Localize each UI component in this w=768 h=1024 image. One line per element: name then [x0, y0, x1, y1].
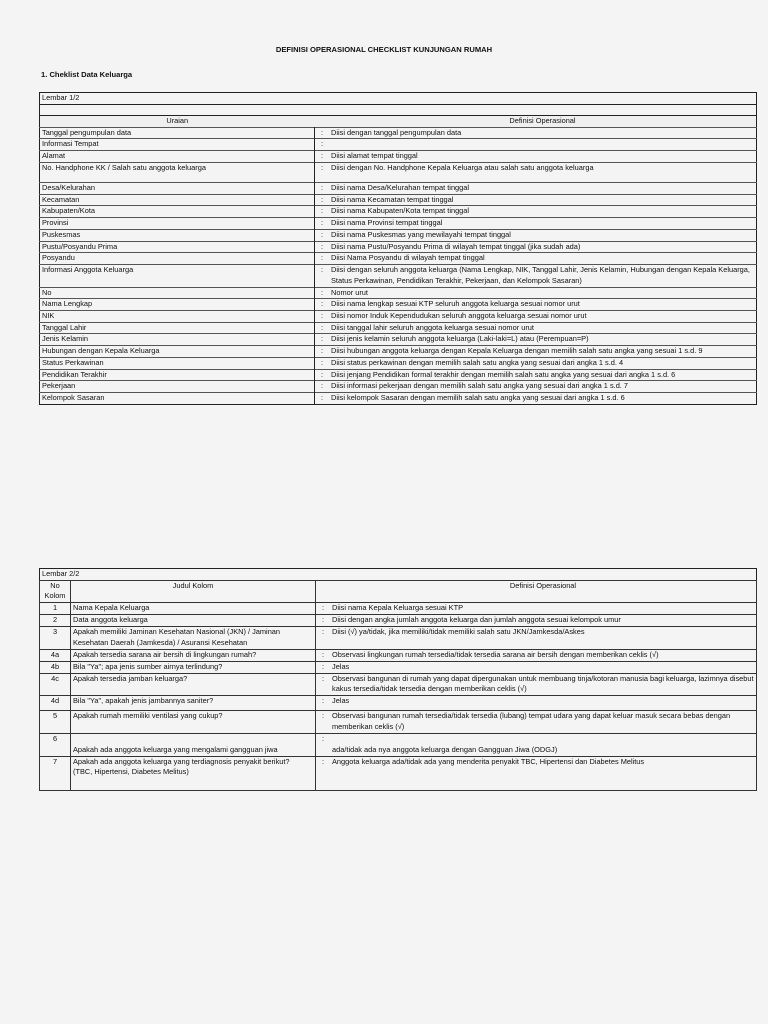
table-row: [40, 393, 757, 405]
row-colon: :: [315, 194, 330, 206]
table-row: [40, 615, 757, 627]
row-judul: Apakah ada anggota keluarga yang terdiagnosis penyakit berikut? (TBC, Hipertensi, Diabetes Melitus): [71, 756, 316, 790]
row-definisi: Diisi tanggal lahir seluruh anggota keluarga sesuai nomor urut: [329, 322, 757, 334]
row-judul: Apakah rumah memiliki ventilasi yang cukup?: [71, 711, 316, 733]
row-judul: Apakah tersedia jamban keluarga?: [71, 673, 316, 695]
row-uraian: No. Handphone KK / Salah satu anggota keluarga: [40, 162, 315, 182]
row-colon: :: [316, 603, 331, 615]
row-colon: :: [316, 696, 331, 711]
row-uraian: NIK: [40, 311, 315, 323]
row-definisi: Observasi lingkungan rumah tersedia/tidak tersedia sarana air bersih dengan memberikan ceklis (√): [330, 649, 757, 661]
row-definisi: Diisi dengan seluruh anggota keluarga (Nama Lengkap, NIK, Tanggal Lahir, Jenis Kelamin, Hubungan dengan Kepala Keluarga, Status Perkawinan, Pendidikan Terakhir, Pekerjaan, dan Kelompok Sasaran): [329, 265, 757, 287]
row-colon: :: [315, 229, 330, 241]
table-row: [40, 627, 757, 649]
table-row: [40, 661, 757, 673]
row-definisi: Diisi Nama Posyandu di wilayah tempat tinggal: [329, 253, 757, 265]
row-colon: :: [315, 265, 330, 287]
row-definisi: Diisi dengan No. Handphone Kepala Keluarga atau salah satu anggota keluarga: [329, 162, 757, 182]
row-colon: :: [315, 369, 330, 381]
table-row: [40, 381, 757, 393]
row-uraian: Kelompok Sasaran: [40, 393, 315, 405]
table-row: [40, 162, 757, 182]
row-colon: :: [316, 661, 331, 673]
sheet2-header-judul: Judul Kolom: [71, 580, 316, 602]
row-colon: :: [315, 322, 330, 334]
row-colon: :: [315, 182, 330, 194]
row-colon: :: [315, 127, 330, 139]
row-colon: :: [315, 151, 330, 163]
table-row: [40, 151, 757, 163]
row-colon: :: [315, 206, 330, 218]
row-no: 5: [40, 711, 71, 733]
row-definisi: Diisi nama Desa/Kelurahan tempat tinggal: [329, 182, 757, 194]
row-no: 7: [40, 756, 71, 790]
sheet1-header-spacer: [315, 116, 330, 128]
row-uraian: Puskesmas: [40, 229, 315, 241]
row-uraian: Posyandu: [40, 253, 315, 265]
table-row: [40, 206, 757, 218]
row-uraian: Informasi Tempat: [40, 139, 315, 151]
row-colon: :: [315, 162, 330, 182]
table-row: [40, 603, 757, 615]
table-row: [40, 673, 757, 695]
sheet2-table: [39, 568, 757, 791]
row-colon: :: [315, 253, 330, 265]
sheet1-header-definisi: Definisi Operasional: [329, 116, 757, 128]
row-definisi: Anggota keluarga ada/tidak ada yang menderita penyakit TBC, Hipertensi dan Diabetes Melitus: [330, 756, 757, 790]
row-uraian: No: [40, 287, 315, 299]
table-row: [40, 265, 757, 287]
row-definisi: Diisi dengan angka jumlah anggota keluarga dan jumlah anggota sesuai kelompok umur: [330, 615, 757, 627]
row-no: 4b: [40, 661, 71, 673]
table-row: [40, 369, 757, 381]
table-row: [40, 299, 757, 311]
table-row: [40, 194, 757, 206]
row-judul: Bila "Ya", apakah jenis jambannya saniter?: [71, 696, 316, 711]
sheet1-label: Lembar 1/2: [40, 93, 757, 105]
row-colon: :: [315, 393, 330, 405]
sheet2-header-definisi: Definisi Operasional: [330, 580, 757, 602]
row-no: 3: [40, 627, 71, 649]
row-colon: :: [316, 649, 331, 661]
row-definisi: Jelas: [330, 661, 757, 673]
row-colon: :: [316, 711, 331, 733]
row-uraian: Pendidikan Terakhir: [40, 369, 315, 381]
document-title: DEFINISI OPERASIONAL CHECKLIST KUNJUNGAN RUMAH: [275, 45, 493, 54]
table-row: [40, 253, 757, 265]
table-row: [40, 756, 757, 790]
row-definisi: [329, 139, 757, 151]
row-uraian: Tanggal pengumpulan data: [40, 127, 315, 139]
row-no: 1: [40, 603, 71, 615]
row-uraian: Desa/Kelurahan: [40, 182, 315, 194]
table-row: [40, 334, 757, 346]
row-colon: :: [315, 299, 330, 311]
row-definisi: Diisi nama Provinsi tempat tinggal: [329, 218, 757, 230]
row-definisi: Diisi nama Puskesmas yang mewilayahi tempat tinggal: [329, 229, 757, 241]
row-uraian: Kabupaten/Kota: [40, 206, 315, 218]
row-uraian: Nama Lengkap: [40, 299, 315, 311]
row-definisi: Diisi nama Kepala Keluarga sesuai KTP: [330, 603, 757, 615]
table-row: [40, 322, 757, 334]
row-uraian: Pekerjaan: [40, 381, 315, 393]
row-definisi: Diisi nama Kabupaten/Kota tempat tinggal: [329, 206, 757, 218]
row-colon: :: [315, 241, 330, 253]
row-uraian: Provinsi: [40, 218, 315, 230]
table-row: [40, 357, 757, 369]
row-uraian: Alamat: [40, 151, 315, 163]
row-colon: :: [316, 733, 331, 756]
row-judul: Bila "Ya"; apa jenis sumber airnya terlindung?: [71, 661, 316, 673]
row-colon: :: [315, 381, 330, 393]
row-colon: :: [316, 627, 331, 649]
table-row: [40, 287, 757, 299]
row-definisi: Diisi nama Pustu/Posyandu Prima di wilayah tempat tinggal (jika sudah ada): [329, 241, 757, 253]
table-row: [40, 229, 757, 241]
sheet1-spacer: [40, 105, 757, 116]
row-definisi: Diisi jenjang Pendidikan formal terakhir dengan memilih salah satu angka yang sesuai dari angka 1 s.d. 6: [329, 369, 757, 381]
row-uraian: Informasi Anggota Keluarga: [40, 265, 315, 287]
row-definisi: Diisi jenis kelamin seluruh anggota keluarga (Laki-laki=L) atau (Perempuan=P): [329, 334, 757, 346]
row-uraian: Tanggal Lahir: [40, 322, 315, 334]
row-definisi: Diisi status perkawinan dengan memilih salah satu angka yang sesuai dari angka 1 s.d. 4: [329, 357, 757, 369]
table-row: [40, 711, 757, 733]
table-row: [40, 127, 757, 139]
row-definisi: Diisi informasi pekerjaan dengan memilih salah satu angka yang sesuai dari angka 1 s.d. 7: [329, 381, 757, 393]
table-row: [40, 182, 757, 194]
table-row: [40, 696, 757, 711]
row-colon: :: [316, 673, 331, 695]
row-uraian: Jenis Kelamin: [40, 334, 315, 346]
table-row: [40, 139, 757, 151]
row-definisi: Diisi nama lengkap sesuai KTP seluruh anggota keluarga sesuai nomor urut: [329, 299, 757, 311]
sheet2-header-no: No Kolom: [40, 580, 71, 602]
row-colon: :: [315, 139, 330, 151]
row-judul: Apakah memiliki Jaminan Kesehatan Nasional (JKN) / Jaminan Kesehatan Daerah (Jamkesda) / Asuransi Kesehatan: [71, 627, 316, 649]
row-uraian: Kecamatan: [40, 194, 315, 206]
table-row: [40, 311, 757, 323]
row-no: 4a: [40, 649, 71, 661]
row-colon: :: [315, 287, 330, 299]
row-definisi: Diisi alamat tempat tinggal: [329, 151, 757, 163]
row-definisi: Diisi dengan tanggal pengumpulan data: [329, 127, 757, 139]
row-judul: Nama Kepala Keluarga: [71, 603, 316, 615]
row-definisi: Diisi nama Kecamatan tempat tinggal: [329, 194, 757, 206]
sheet2-label: Lembar 2/2: [40, 569, 757, 581]
table-row: [40, 241, 757, 253]
row-no: 6: [40, 733, 71, 756]
row-uraian: Status Perkawinan: [40, 357, 315, 369]
row-colon: :: [315, 357, 330, 369]
row-colon: :: [315, 334, 330, 346]
table-row: [40, 649, 757, 661]
sheet1-table: [39, 92, 757, 405]
row-colon: :: [315, 218, 330, 230]
row-definisi: Diisi (√) ya/tidak, jika memiliki/tidak memiliki salah satu JKN/Jamkesda/Askes: [330, 627, 757, 649]
row-definisi: Diisi hubungan anggota keluarga dengan Kepala Keluarga dengan memilih salah satu angka yang sesuai 1 s.d. 9: [329, 346, 757, 358]
row-definisi: ada/tidak ada nya anggota keluarga dengan Gangguan Jiwa (ODGJ): [330, 733, 757, 756]
row-definisi: Diisi kelompok Sasaran dengan memilih salah satu angka yang sesuai dari angka 1 s.d. 6: [329, 393, 757, 405]
row-judul: Data anggota keluarga: [71, 615, 316, 627]
row-definisi: Observasi bangunan rumah tersedia/tidak tersedia (lubang) tempat udara yang dapat keluar masuk secara bebas dengan memberikan ceklis (√): [330, 711, 757, 733]
row-judul: Apakah tersedia sarana air bersih di lingkungan rumah?: [71, 649, 316, 661]
row-no: 2: [40, 615, 71, 627]
row-definisi: Jelas: [330, 696, 757, 711]
section-title: 1. Cheklist Data Keluarga: [41, 70, 133, 79]
row-no: 4c: [40, 673, 71, 695]
row-definisi: Diisi nomor Induk Kependudukan seluruh anggota keluarga sesuai nomor urut: [329, 311, 757, 323]
row-definisi: Observasi bangunan di rumah yang dapat dipergunakan untuk membuang tinja/kotoran manusia bagi keluarga, lazimnya disebut kakus tersedia/tidak tersedia dengan memberikan ceklis (√): [330, 673, 757, 695]
table-row: [40, 218, 757, 230]
row-no: 4d: [40, 696, 71, 711]
row-uraian: Hubungan dengan Kepala Keluarga: [40, 346, 315, 358]
row-colon: :: [315, 346, 330, 358]
row-colon: :: [315, 311, 330, 323]
table-row: [40, 733, 757, 756]
row-colon: :: [316, 615, 331, 627]
row-uraian: Pustu/Posyandu Prima: [40, 241, 315, 253]
row-definisi: Nomor urut: [329, 287, 757, 299]
table-row: [40, 346, 757, 358]
sheet2-header-spacer: [316, 580, 331, 602]
row-colon: :: [316, 756, 331, 790]
sheet1-header-uraian: Uraian: [40, 116, 315, 128]
row-judul: Apakah ada anggota keluarga yang mengalami gangguan jiwa: [71, 733, 316, 756]
